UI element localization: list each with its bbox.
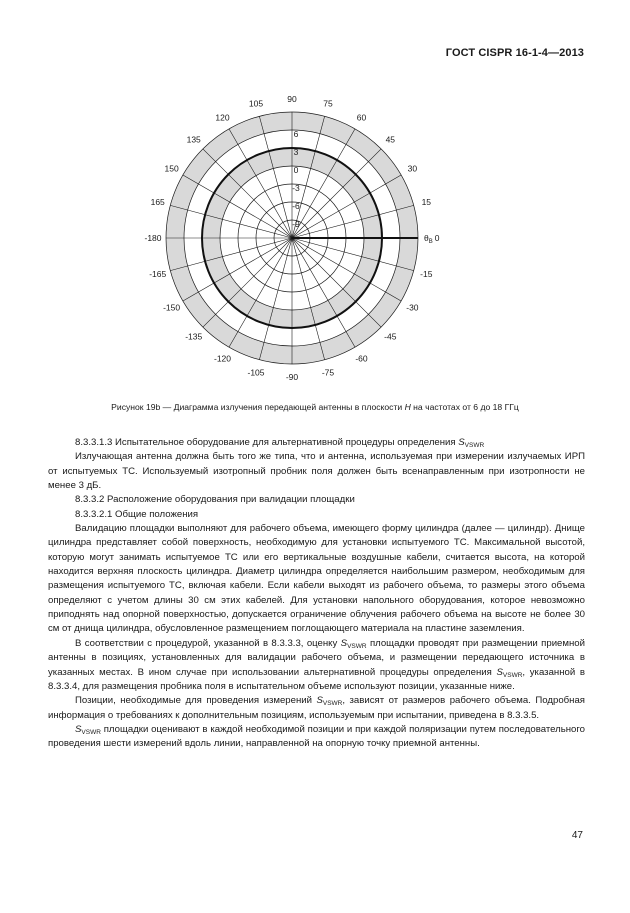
angle-label: -105 bbox=[247, 367, 265, 378]
p8-var: S bbox=[75, 723, 82, 735]
angle-label: -30 bbox=[406, 302, 419, 313]
p8-text: площадки оценивают в каждой необходимой позиции и при каждой поляризации путем последовательного проведения шести измерений вдоль линии, направленной на опорную точку приемной антенны. bbox=[48, 723, 585, 750]
document-code-header: ГОСТ CISPR 16-1-4—2013 bbox=[445, 47, 584, 59]
angle-label: 135 bbox=[186, 134, 201, 145]
p7-var: S bbox=[316, 695, 323, 707]
p6-sub: VSWR bbox=[347, 642, 367, 650]
grid-spoke bbox=[259, 116, 292, 238]
angle-label: 105 bbox=[248, 98, 264, 109]
grid-spoke bbox=[292, 238, 414, 271]
p8-sub: VSWR bbox=[81, 728, 101, 736]
p6-sub2: VSWR bbox=[502, 671, 523, 679]
angle-label: -135 bbox=[185, 331, 203, 342]
grid-spoke bbox=[170, 238, 292, 271]
angle-label: -150 bbox=[163, 302, 181, 313]
angle-label: -75 bbox=[321, 367, 335, 378]
angle-label: -15 bbox=[420, 269, 433, 279]
p6-text-a: В соответствии с процедурой, указанной в 8.3.3.3, оценку bbox=[75, 637, 341, 649]
caption-variable: H bbox=[404, 402, 411, 412]
p6-var: S bbox=[340, 637, 348, 649]
p1-var: S bbox=[458, 437, 465, 448]
paragraph-antenna: Излучающая антенна должна быть того же типа, что и антенна, используемая при измерении излучаемых ИРП от испытуемых ТС. Используемый изотропный пробник поля должен быть всенаправленным при изотропности не менее 3 дБ. bbox=[48, 451, 585, 492]
grid-spoke bbox=[259, 238, 292, 360]
p7-text-a: Позиции, необходимые для проведения измерений bbox=[75, 695, 317, 707]
angle-label: -90 bbox=[285, 372, 299, 382]
angle-label: -165 bbox=[149, 269, 167, 279]
radial-label: -3 bbox=[292, 183, 300, 193]
angle-label: -60 bbox=[355, 353, 368, 364]
p1-sub: VSWR bbox=[464, 442, 485, 449]
radial-label: 0 bbox=[293, 165, 299, 175]
p6-var2: S bbox=[496, 666, 503, 678]
radial-label: 6 bbox=[293, 129, 299, 139]
grid-spoke bbox=[292, 238, 325, 360]
paragraph-measurement bbox=[48, 723, 585, 752]
angle-label: -180 bbox=[144, 233, 162, 243]
p1-text: 8.3.3.1.3 Испытательное оборудование для альтернативной процедуры определения bbox=[75, 437, 459, 448]
angle-label: 90 bbox=[287, 94, 297, 104]
paragraph-positions bbox=[48, 694, 585, 723]
grid-spoke bbox=[170, 205, 292, 238]
heading-8-3-3-2-1: 8.3.3.2.1 Общие положения bbox=[75, 508, 199, 520]
angle-label: 120 bbox=[215, 112, 230, 123]
angle-label: 30 bbox=[407, 163, 418, 174]
angle-label: 150 bbox=[164, 163, 179, 174]
radial-label: 3 bbox=[293, 147, 299, 157]
radial-label: -9 bbox=[292, 219, 300, 229]
angle-label: 165 bbox=[150, 197, 165, 207]
angle-label: 60 bbox=[356, 112, 367, 123]
angle-label: 15 bbox=[421, 197, 432, 207]
radial-tick-labels bbox=[292, 129, 300, 229]
radial-label: -6 bbox=[292, 201, 300, 211]
caption-suffix: на частотах от 6 до 18 ГГц bbox=[410, 402, 519, 412]
figure-caption bbox=[0, 402, 630, 412]
page-number: 47 bbox=[571, 830, 583, 841]
angle-label: -120 bbox=[213, 353, 232, 364]
paragraph-procedure bbox=[48, 637, 585, 694]
paragraph-validation: Валидацию площадки выполняют для рабочего объема, имеющего форму цилиндра (далее — цилиндр). Днище цилиндра представляет собой поверхность, необходимую для установки испытуемого ТС. Максимальной высотой, которую могут занимать испытуемое ТС или его вертикальные воздушные кабели, считается высота, на которой находится верхняя плоскость цилиндра. Диаметр цилиндра определяется наибольшим размером, необходимым для размещения испытуемого ТС, включая кабели. Если кабели выходят из рабочего объема, то размеры этого объема определяют с учетом длины 30 см этих кабелей. Для установки напольного оборудования, которое невозможно приподнять над опорной поверхностью, допускается ограничение облучения рабочего объема на высоте не более 30 см от днища цилиндра, обусловленное размещением поглощающего материала на пластине заземления. bbox=[48, 523, 585, 635]
p6-text-b: площадки проводят при размещении приемной антенны в позициях, установленных для валидации рабочего объема, и размещении передающего источника в указанных местах. В ином случае при использовании альтернативной процедуры определения bbox=[48, 637, 585, 678]
paragraph-8-3-3-1-3 bbox=[48, 436, 585, 450]
grid-spoke bbox=[292, 205, 414, 238]
angle-label: -45 bbox=[384, 331, 397, 342]
angle-label: 75 bbox=[323, 98, 333, 109]
p6-text-c: , указанной в 8.3.3.4, для размещения пробника поля в испытательном объеме используют позиции, указанные ниже. bbox=[48, 666, 585, 692]
body-text bbox=[48, 436, 585, 752]
p7-text-b: , зависят от размеров рабочего объема. Подробная информация о требованиях к дополнительным позициям, используемым при испытании, приведена в 8.3.3.5. bbox=[48, 695, 585, 721]
caption-prefix: Рисунок 19b — Диаграмма излучения передающей антенны в плоскости bbox=[111, 402, 405, 412]
theta-b-axis-label: $\theta_B$ 0 bbox=[424, 233, 440, 245]
angle-label: 45 bbox=[385, 134, 396, 145]
polar-radiation-diagram bbox=[0, 0, 630, 400]
p7-sub: VSWR bbox=[322, 700, 343, 708]
heading-8-3-3-2: 8.3.3.2 Расположение оборудования при валидации площадки bbox=[75, 494, 355, 506]
